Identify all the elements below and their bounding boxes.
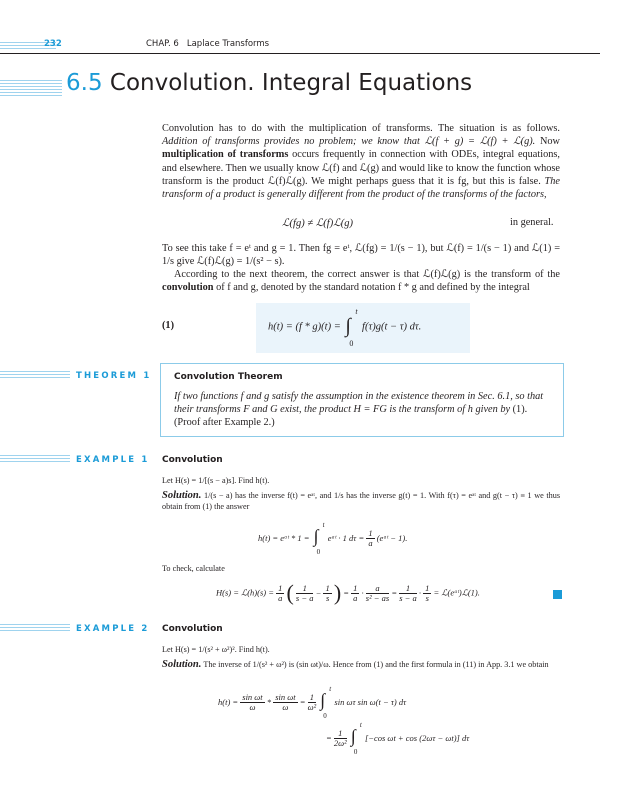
theorem-tail: (1). (Proof after Example 2.)	[174, 404, 528, 429]
theorem-rule	[0, 371, 70, 380]
running-head: CHAP. 6 Laplace Transforms	[146, 39, 270, 49]
check-frac-1: $\frac{1}{a}$	[278, 582, 283, 603]
check-dot-2: ·	[418, 588, 421, 598]
section-heading	[66, 70, 472, 96]
check-dot: ·	[361, 588, 364, 598]
eq1-integrand: f(τ)g(t − τ) dτ.	[362, 321, 422, 333]
intro-text-2: Addition of transforms provides no problem; we know that ℒ(f + g) = ℒ(f) + ℒ(g).	[162, 136, 536, 148]
example1-rule	[0, 455, 70, 464]
check-mid: =	[343, 588, 350, 598]
example2-statement: Let H(s) = 1/(s² + ω²)². Find h(t).	[162, 645, 270, 654]
ex2-l1-frac-3: $\frac{1}{\text{ω²}}$	[307, 691, 317, 712]
check-frac-7: $\frac{1}{s}$	[425, 582, 430, 603]
ex2-l2-integrand: [−cos ωt + cos (2ωτ − ωt)] dτ	[364, 733, 470, 743]
intro-p3-1: According to the next theorem, the correct answer is that ℒ(f)ℒ(g) is the transform of the	[174, 269, 560, 280]
example2-caption: EXAMPLE 2	[76, 624, 150, 634]
intro-text-4: occurs frequently in connection with ODEs, integral equations, and elsewhere. Then we usually know ℒ(f) and ℒ(g) and would like to know the function whose transform is the product ℒ(f)ℒ(g). We might perhaps guess that it is fg, but this is false.	[162, 149, 560, 187]
check-frac-4: $\frac{1}{a}$	[353, 582, 358, 603]
intro-text-1: Convolution has to do with the multiplication of transforms. The situation is as follows.	[162, 123, 560, 134]
intro-paragraph-2: To see this take f = eᵗ and g = 1. Then fg = eᵗ, ℒ(fg) = 1/(s − 1), but ℒ(f) = 1/(s − 1) and ℒ(1) = 1/s give ℒ(f)ℒ(g) = 1/(s² − s).	[162, 243, 560, 268]
theorem-text	[174, 390, 554, 430]
example1-integral-sign: ∫	[313, 526, 319, 546]
check-lhs: H(s) = ℒ(h)(s) =	[216, 587, 274, 598]
ex2-l2-integral-sign: ∫	[350, 726, 356, 746]
example1-equation	[258, 522, 407, 554]
example1-caption: EXAMPLE 1	[76, 455, 150, 465]
eq1-lhs: h(t) = (f * g)(t) =	[268, 321, 341, 333]
example1-eq-upper: t	[322, 521, 325, 529]
example1-eq-fraction: $\frac{1}{a}$	[368, 527, 373, 548]
example1-check-equation	[216, 580, 480, 606]
ex2-l1-lower: 0	[323, 712, 327, 720]
example1-eq-lhs: h(t) = eᵃᵗ * 1 =	[258, 533, 310, 543]
ex2-l1-frac-2: $\frac{\text{sin ωt}}{\omega}$	[275, 691, 296, 712]
check-frac-5: $\frac{a}{\text{s² − as}}$	[365, 582, 390, 603]
check-frac-2: $\frac{1}{s - a}$	[295, 582, 314, 603]
ex2-l2-upper: t	[359, 721, 362, 729]
example1-title: Convolution	[162, 455, 223, 465]
example1-solution-label: Solution.	[162, 490, 202, 501]
display-equation: ℒ(fg) ≠ ℒ(f)ℒ(g)	[282, 218, 354, 229]
ex2-l1-integrand: sin ωτ sin ω(t − τ) dτ	[334, 697, 407, 707]
check-right-paren: )	[333, 580, 342, 605]
ex2-l2-frac: $\frac{1}{\text{2ω²}}$	[333, 727, 347, 748]
check-minus: −	[315, 588, 322, 598]
eq1-upper: t	[355, 307, 358, 316]
header-underline	[0, 53, 600, 54]
check-left-paren: (	[286, 580, 294, 605]
example1-eq-integrand: eᵃᵗ · 1 dτ =	[327, 533, 365, 543]
ex2-l2-eq: =	[326, 733, 332, 743]
example1-solution	[162, 490, 560, 512]
example2-solution-text: The inverse of 1/(s² + ω²) is (sin ωt)/ω. Hence from (1) and the first formula in (11) in App. 3.1 we obtain	[203, 660, 549, 669]
example1-statement: Let H(s) = 1/[(s − a)s]. Find h(t).	[162, 476, 270, 485]
eq1-body	[268, 307, 422, 348]
example1-eq-tail: (eᵃᵗ − 1).	[376, 533, 408, 543]
ex2-l1-upper: t	[329, 685, 332, 693]
section-title: Convolution. Integral Equations	[109, 70, 473, 96]
intro-p3-bold: convolution	[162, 282, 214, 294]
intro-paragraph	[162, 122, 560, 201]
page-number: 232	[44, 39, 62, 49]
check-eq: =	[391, 588, 398, 598]
example2-title: Convolution	[162, 624, 223, 634]
check-frac-3: $\frac{1}{s}$	[325, 582, 330, 603]
eq1-label: (1)	[162, 320, 175, 331]
intro-text-3: Now	[535, 136, 560, 148]
example1-check-text: To check, calculate	[162, 564, 225, 573]
ex2-l2-lower: 0	[353, 748, 358, 756]
intro-text-bold: multiplication of transforms	[162, 149, 289, 161]
example2-equation-line1	[218, 686, 406, 718]
example1-solution-text: 1/(s − a) has the inverse f(t) = eᵃᵗ, and 1/s has the inverse g(t) = 1. With f(τ) = eᵃᵗ and g(t − τ) ≡ 1 we thus obtain from (1) the answer	[162, 491, 561, 511]
end-of-example-mark	[553, 590, 562, 599]
theorem-caption: THEOREM 1	[76, 371, 152, 381]
section-rule	[0, 80, 62, 98]
example1-eq-lower: 0	[316, 548, 321, 556]
ex2-l1-eq: =	[299, 697, 306, 707]
intro-text-5: The transform of a product is generally different from the product of the transforms of the factors,	[162, 175, 560, 201]
example2-rule	[0, 624, 70, 633]
check-tail: = ℒ(eᵃᵗ)ℒ(1).	[433, 587, 480, 598]
ex2-l1-star: *	[266, 697, 272, 707]
eq1-lower: 0	[349, 339, 354, 348]
section-number: 6.5	[66, 70, 103, 96]
theorem-statement: If two functions f and g satisfy the assumption in the existence theorem in Sec. 6.1, so that their transforms F and G exist, the product H = FG is the transform of h given by	[174, 391, 544, 416]
example2-solution-label: Solution.	[162, 659, 202, 670]
example2-solution	[162, 659, 560, 670]
integral-sign: ∫	[345, 315, 351, 337]
check-frac-6: $\frac{1}{s - a}$	[399, 582, 417, 603]
ex2-l1-lhs: h(t) =	[218, 697, 239, 707]
theorem-title: Convolution Theorem	[174, 372, 283, 382]
intro-p3-2: of f and g, denoted by the standard notation f * g and defined by the integral	[213, 282, 530, 294]
intro-paragraph-3	[162, 268, 560, 294]
example2-equation-line2	[326, 722, 469, 754]
ex2-l1-frac-1: $\frac{\text{sin ωt}}{\omega}$	[242, 691, 263, 712]
ex2-l1-integral-sign: ∫	[320, 690, 326, 710]
display-equation-note: in general.	[510, 217, 554, 228]
